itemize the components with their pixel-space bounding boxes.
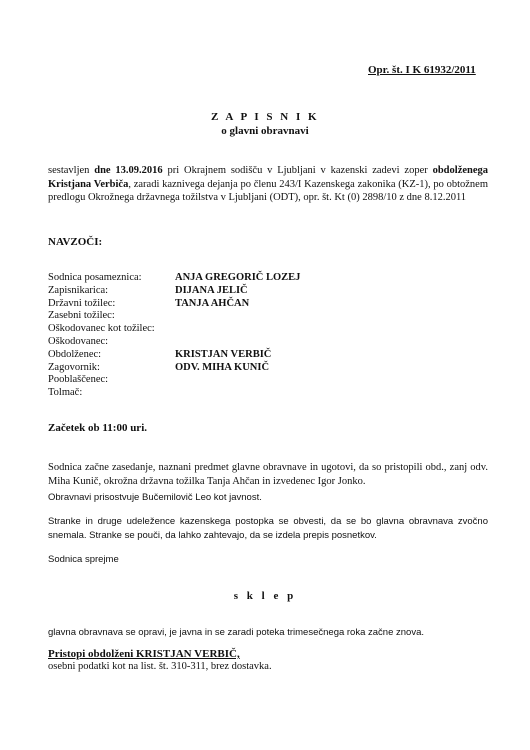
attendee-name: ODV. MIHA KUNIČ [175, 361, 270, 373]
attendee-row [48, 336, 300, 349]
attendee-role: Zagovornik: [48, 361, 100, 373]
start-time: Začetek ob 11:00 uri. [48, 422, 147, 434]
attendee-role: Oškodovanec: [48, 335, 109, 347]
attendee-role: Zapisnikarica: [48, 284, 109, 296]
attendee-name: ANJA GREGORIČ LOZEJ [175, 272, 301, 283]
attendee-role: Zasebni tožilec: [48, 310, 115, 322]
attendee-name: DIJANA JELIČ [175, 284, 248, 296]
attendee-row [48, 323, 300, 336]
attendees-list [48, 272, 300, 400]
appearance-text: osebni podatki kot na list. št. 310-311, brez dostavka. [48, 661, 272, 672]
attendee-row [48, 362, 300, 375]
intro-paragraph [48, 164, 488, 205]
present-heading: NAVZOČI: [48, 236, 103, 248]
attendee-role: Državni tožilec: [48, 297, 116, 309]
public-paragraph: Obravnavi prisostvuje Bučemilovič Leo kot javnost. [48, 492, 262, 503]
judge-accepts-paragraph: Sodnica sprejme [48, 554, 119, 565]
recording-paragraph: Stranke in druge udeležence kazenskega postopka se obvesti, da se bo glavna obravnava zvočno snemala. Stranke se pouči, da lahko zahtevajo, da se izdela prepis posnetkov. [48, 516, 488, 541]
attendee-row [48, 298, 300, 311]
attendee-name: TANJA AHČAN [175, 297, 250, 309]
appearance-heading: Pristopi obdolženi KRISTJAN VERBIČ, [48, 648, 240, 660]
hearing-date: dne 13.09.2016 [94, 165, 163, 176]
attendee-role: Oškodovanec kot tožilec: [48, 323, 155, 335]
decision-heading: s k l e p [233, 590, 297, 602]
intro-text-3: , zaradi kaznivega dejanja po členu 243/I Kazenskega zakonika (KZ-1), po obtožnem predlogu Okrožnega državnega tožilstva v Ljubljani (ODT), opr. št. Kt (0) 2898/10 z dne 8.12.2011 [48, 178, 488, 203]
defendant-name: obdolženega Kristjana Verbiča [48, 165, 489, 190]
attendee-role: Tolmač: [48, 387, 83, 399]
document-subtitle: o glavni obravnavi [221, 125, 309, 137]
case-number: Opr. št. I K 61932/2011 [368, 64, 476, 76]
attendee-row [48, 349, 300, 362]
attendee-role: Obdolženec: [48, 348, 102, 360]
decision-paragraph: glavna obravnava se opravi, je javna in se zaradi poteka trimesečnega roka začne znova. [48, 627, 424, 638]
opening-paragraph: Sodnica začne zasedanje, naznani predmet glavne obravnave in ugotovi, da so pristopili obd., zanj odv. Miha Kunič, okrožna državna tožilka Tanja Ahčan in izvedenec Igor Jonko. [48, 462, 488, 487]
attendee-name: KRISTJAN VERBIČ [175, 348, 272, 360]
attendee-row [48, 310, 300, 323]
attendee-row [48, 374, 300, 387]
intro-text-2: pri Okrajnem sodišču v Ljubljani v kazenski zadevi zoper [162, 165, 433, 176]
document-title: Z A P I S N I K [210, 111, 320, 123]
attendee-row [48, 272, 300, 285]
attendee-row [48, 285, 300, 298]
attendee-role: Pooblaščenec: [48, 374, 109, 386]
attendee-role: Sodnica posameznica: [48, 272, 142, 283]
intro-text-1: sestavljen [48, 165, 95, 176]
attendee-row [48, 387, 300, 400]
